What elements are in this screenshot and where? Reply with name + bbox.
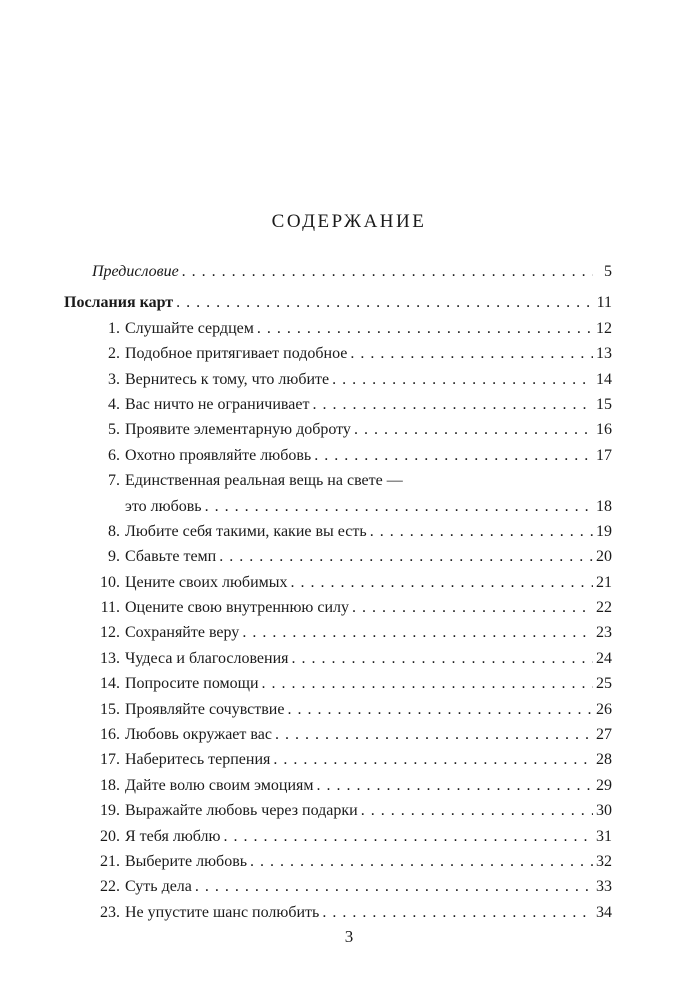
dot-leader — [195, 874, 593, 899]
dot-leader — [250, 849, 593, 874]
toc-entry-number: 18. — [100, 776, 120, 794]
dot-leader — [287, 697, 593, 722]
toc-page-number: 14 — [596, 370, 612, 388]
toc-entry-label: Сохраняйте веру — [125, 624, 240, 642]
toc-entry-continuation — [64, 494, 612, 519]
toc-entry-label: Единственная реальная вещь на свете — — [125, 472, 403, 490]
toc-page-number: 13 — [596, 345, 612, 363]
toc-page-number: 24 — [596, 649, 612, 667]
toc-entry — [64, 849, 612, 874]
toc-page-number: 16 — [596, 421, 612, 439]
dot-leader — [176, 290, 593, 315]
toc-entry-number: 9. — [108, 548, 120, 566]
dot-leader — [273, 747, 593, 772]
toc-entry — [64, 697, 612, 722]
dot-leader — [223, 824, 593, 849]
toc-entry-label: Вернитесь к тому, что любите — [125, 370, 330, 388]
toc-entry-number: 1. — [108, 319, 120, 337]
toc-page-number: 11 — [596, 294, 612, 312]
toc-entry — [64, 722, 612, 747]
toc-entry-number: 23. — [100, 903, 120, 921]
toc-entry-number: 5. — [108, 421, 120, 439]
toc-page-number: 21 — [596, 573, 612, 591]
toc-heading: СОДЕРЖАНИЕ — [271, 211, 427, 232]
toc-entry-label: Наберитесь терпения — [125, 751, 271, 769]
toc-entry — [64, 824, 612, 849]
toc-entry-label: Любите себя такими, какие вы есть — [125, 522, 367, 540]
toc-entry-number: 14. — [100, 675, 120, 693]
toc-page-number: 33 — [596, 878, 612, 896]
dot-leader — [352, 595, 593, 620]
dot-leader — [182, 259, 593, 284]
toc-entry — [64, 874, 612, 899]
toc-entry — [64, 417, 612, 442]
dot-leader — [262, 671, 593, 696]
toc-entry-number: 4. — [108, 395, 120, 413]
toc-entry-label: Суть дела — [125, 878, 192, 896]
toc-entry-label: Оцените свою внутреннюю силу — [125, 599, 350, 617]
toc-entry — [64, 392, 612, 417]
toc-page-number: 34 — [596, 903, 612, 921]
toc-row-section — [64, 290, 612, 315]
toc-entry-number: 11. — [100, 599, 120, 617]
dot-leader — [322, 900, 593, 925]
toc-entry-label: Сбавьте темп — [125, 548, 217, 566]
toc-page-number: 23 — [596, 624, 612, 642]
toc-page-number: 17 — [596, 446, 612, 464]
toc-entry-label: Выражайте любовь через подарки — [125, 802, 358, 820]
toc-entry — [64, 900, 612, 925]
toc-entry-number: 7. — [108, 472, 120, 490]
dot-leader — [275, 722, 593, 747]
toc-entry-number: 2. — [108, 345, 120, 363]
toc-page-number: 19 — [596, 522, 612, 540]
toc-section-label: Послания карт — [64, 294, 174, 312]
dot-leader — [291, 570, 594, 595]
toc-page-number: 27 — [596, 726, 612, 744]
toc-entry — [64, 570, 612, 595]
toc-entry — [64, 341, 612, 366]
dot-leader — [205, 494, 593, 519]
toc-entries — [64, 316, 612, 925]
toc-label: Предисловие — [92, 263, 179, 280]
toc-page-number: 26 — [596, 700, 612, 718]
toc-page-number: 12 — [596, 319, 612, 337]
toc-entry-number: 22. — [100, 878, 120, 896]
toc-row-preface — [64, 259, 612, 284]
toc-page-number: 29 — [596, 776, 612, 794]
toc-entry-number: 3. — [108, 370, 120, 388]
dot-leader — [361, 798, 593, 823]
toc-entry-label: Чудеса и благословения — [125, 649, 289, 667]
toc-entry-number: 8. — [108, 522, 120, 540]
toc-entry — [64, 468, 612, 493]
toc-entry-label: Охотно проявляйте любовь — [125, 446, 312, 464]
toc-entry — [64, 316, 612, 341]
toc-page-number: 31 — [596, 827, 612, 845]
toc-entry-label: Дайте волю своим эмоциям — [125, 776, 314, 794]
toc-page-number: 15 — [596, 395, 612, 413]
toc-entry — [64, 747, 612, 772]
toc-page-number: 20 — [596, 548, 612, 566]
toc-entry-number: 21. — [100, 852, 120, 870]
toc-entry-label: Проявите элементарную доброту — [125, 421, 351, 439]
toc-entry-label: Цените своих любимых — [125, 573, 288, 591]
dot-leader — [312, 392, 593, 417]
toc-entry-label-continued: это любовь — [125, 497, 202, 515]
toc-entry-number: 13. — [100, 649, 120, 667]
table-of-contents — [64, 259, 612, 925]
toc-entry-label: Попросите помощи — [125, 675, 259, 693]
toc-entry — [64, 671, 612, 696]
toc-entry-number: 16. — [100, 726, 120, 744]
dot-leader — [257, 316, 593, 341]
toc-page-number: 5 — [604, 263, 612, 280]
toc-entry-number: 10. — [100, 573, 120, 591]
toc-page-number: 32 — [596, 852, 612, 870]
toc-entry-label: Любовь окружает вас — [125, 726, 272, 744]
toc-page-number: 22 — [596, 599, 612, 617]
toc-entry — [64, 798, 612, 823]
toc-entry-number: 19. — [100, 802, 120, 820]
toc-entry-number: 12. — [100, 624, 120, 642]
dot-leader — [354, 417, 593, 442]
toc-page-number: 30 — [596, 802, 612, 820]
toc-entry — [64, 519, 612, 544]
dot-leader — [314, 443, 593, 468]
dot-leader — [332, 367, 593, 392]
toc-entry-label: Вас ничто не ограничивает — [125, 395, 310, 413]
dot-leader — [370, 519, 593, 544]
toc-entry — [64, 544, 612, 569]
toc-entry-number: 17. — [100, 751, 120, 769]
dot-leader — [317, 773, 593, 798]
toc-entry-label: Не упустите шанс полюбить — [125, 903, 320, 921]
toc-page-number: 25 — [596, 675, 612, 693]
toc-page-number: 28 — [596, 751, 612, 769]
dot-leader — [292, 646, 593, 671]
toc-entry — [64, 367, 612, 392]
toc-entry — [64, 620, 612, 645]
toc-page-number: 18 — [596, 497, 612, 515]
page-number: 3 — [344, 927, 354, 946]
toc-entry — [64, 595, 612, 620]
toc-entry-label: Я тебя люблю — [125, 827, 221, 845]
toc-entry-number: 15. — [100, 700, 120, 718]
toc-entry-label: Подобное притягивает подобное — [125, 345, 348, 363]
toc-entry — [64, 646, 612, 671]
toc-entry-number: 6. — [108, 446, 120, 464]
toc-entry — [64, 443, 612, 468]
dot-leader — [242, 620, 593, 645]
dot-leader — [350, 341, 593, 366]
dot-leader — [219, 544, 593, 569]
toc-entry-label: Проявляйте сочувствие — [125, 700, 285, 718]
toc-entry — [64, 773, 612, 798]
toc-entry-number: 20. — [100, 827, 120, 845]
toc-entry-label: Выберите любовь — [125, 852, 248, 870]
toc-entry-label: Слушайте сердцем — [125, 319, 254, 337]
